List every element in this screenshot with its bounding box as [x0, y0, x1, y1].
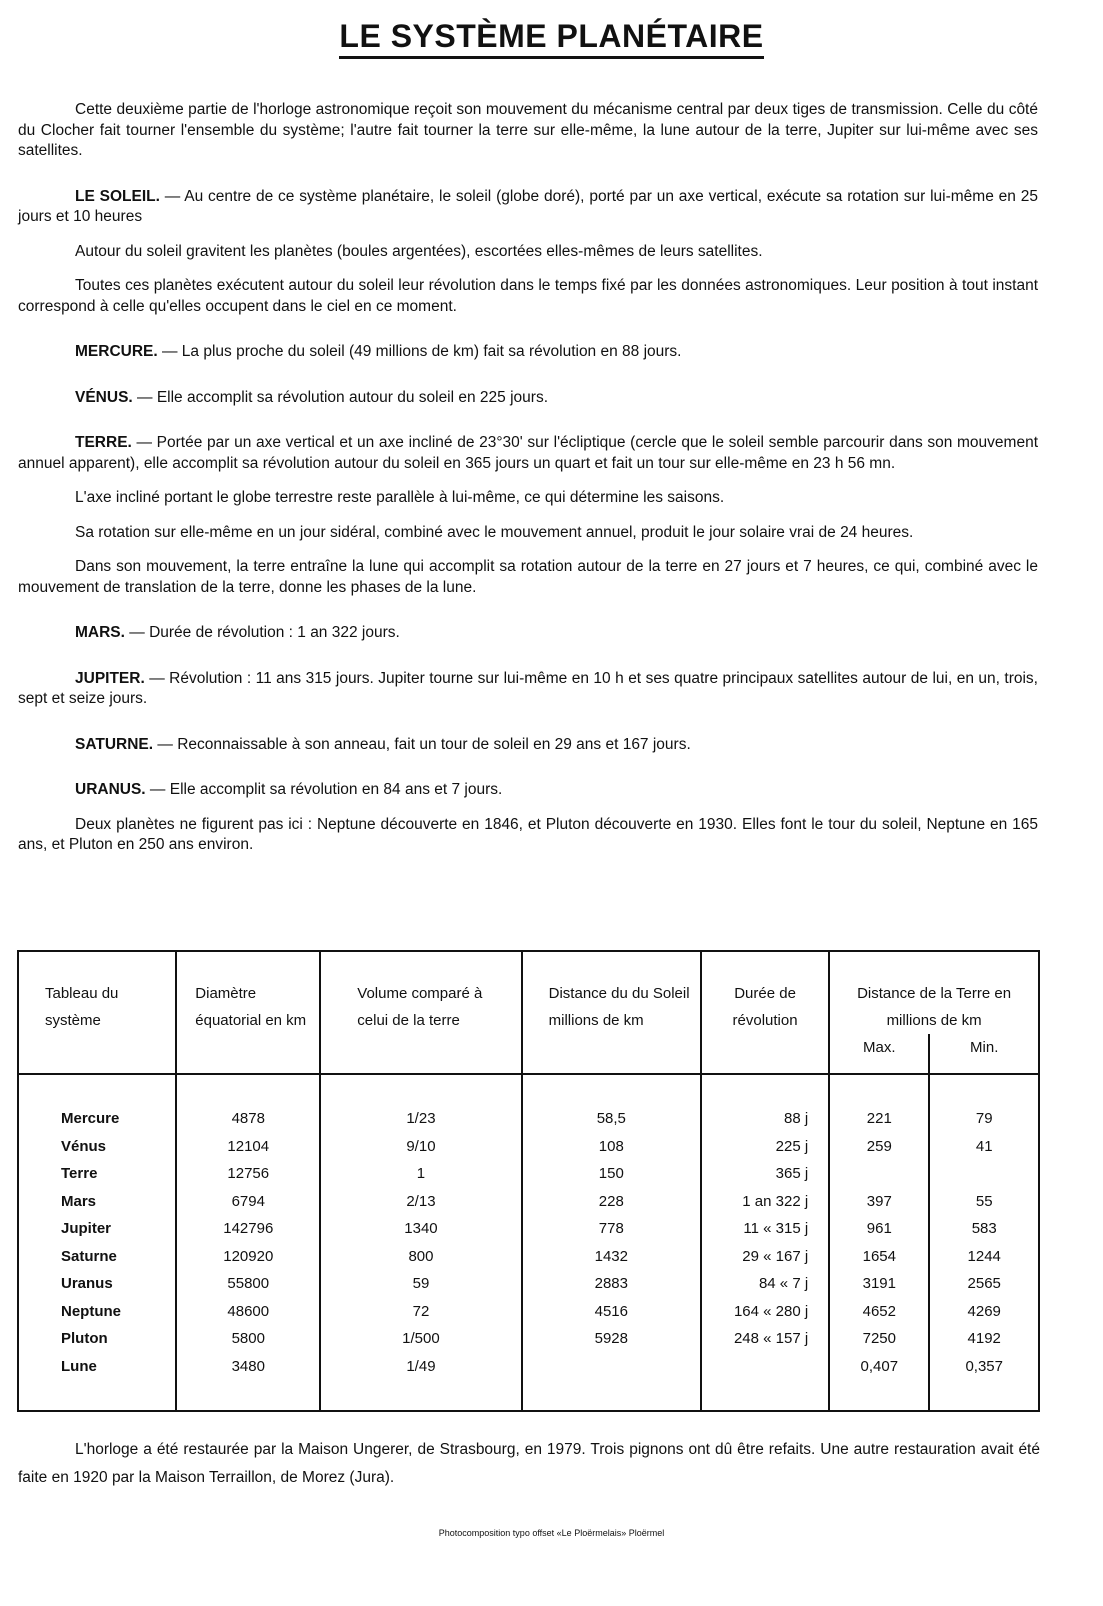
mercure-label: MERCURE. — [75, 343, 158, 360]
cell-sun-distance: 1432 — [522, 1243, 701, 1271]
uranus-label: URANUS. — [75, 781, 146, 798]
cell-diameter: 4878 — [176, 1074, 320, 1133]
table-row — [18, 1074, 1039, 1133]
header-sun-distance: Distance du du Soleil millions de km — [522, 951, 701, 1074]
uranus-text: — Elle accomplit sa révolution en 84 ans et 7 jours. — [145, 781, 503, 798]
cell-name: Mercure — [18, 1074, 176, 1133]
cell-period: 1 an 322 j — [701, 1188, 829, 1216]
graviter-paragraph: Autour du soleil gravitent les planètes (boules argentées), escortées elles-mêmes de leurs satellites. — [75, 242, 763, 260]
cell-diameter: 12756 — [176, 1160, 320, 1188]
header-min: Min. — [929, 1034, 1039, 1074]
cell-volume: 2/13 — [320, 1188, 521, 1216]
cell-sun-distance — [522, 1353, 701, 1412]
cell-volume: 1340 — [320, 1215, 521, 1243]
cell-diameter: 6794 — [176, 1188, 320, 1216]
table-body — [18, 1074, 1039, 1411]
cell-sun-distance: 4516 — [522, 1298, 701, 1326]
cell-volume: 1/23 — [320, 1074, 521, 1133]
cell-min: 55 — [929, 1188, 1039, 1216]
restoration-paragraph: L'horloge a été restaurée par la Maison Ungerer, de Strasbourg, en 1979. Trois pignons ont dû être refaits. Une autre restauration avait été faite en 1920 par la Maison Terraillon, de Morez (Jura). — [18, 1441, 1040, 1486]
cell-volume: 59 — [320, 1270, 521, 1298]
cell-period: 164 « 280 j — [701, 1298, 829, 1326]
soleil-paragraph — [18, 187, 1038, 228]
cell-period: 88 j — [701, 1074, 829, 1133]
mercure-text: — La plus proche du soleil (49 millions de km) fait sa révolution en 88 jours. — [157, 343, 682, 360]
jupiter-label: JUPITER. — [75, 669, 145, 687]
cell-sun-distance: 778 — [522, 1215, 701, 1243]
venus-paragraph — [18, 388, 1038, 409]
saturne-paragraph — [18, 735, 1038, 756]
axe-paragraph: L'axe incliné portant le globe terrestre reste parallèle à lui-même, ce qui détermine les saisons. — [75, 489, 725, 506]
cell-min — [929, 1160, 1039, 1188]
rotation-paragraph: Sa rotation sur elle-même en un jour sidéral, combiné avec le mouvement annuel, produit le jour solaire vrai de 24 heures. — [75, 523, 914, 541]
cell-max: 7250 — [829, 1325, 929, 1353]
cell-max: 0,407 — [829, 1353, 929, 1412]
header-name: Tableau du système — [18, 951, 176, 1074]
header-period: Durée de révolution — [701, 951, 829, 1074]
cell-max — [829, 1160, 929, 1188]
terre-paragraph — [18, 433, 1038, 474]
cell-sun-distance: 108 — [522, 1133, 701, 1161]
cell-period: 365 j — [701, 1160, 829, 1188]
cell-min: 79 — [929, 1074, 1039, 1133]
cell-name: Lune — [18, 1353, 176, 1412]
header-diameter: Diamètre équatorial en km — [176, 951, 320, 1074]
cell-sun-distance: 228 — [522, 1188, 701, 1216]
header-max: Max. — [829, 1034, 929, 1074]
cell-volume: 9/10 — [320, 1133, 521, 1161]
cell-name: Jupiter — [18, 1215, 176, 1243]
cell-volume: 1/500 — [320, 1325, 521, 1353]
cell-period: 11 « 315 j — [701, 1215, 829, 1243]
cell-name: Uranus — [18, 1270, 176, 1298]
cell-volume: 800 — [320, 1243, 521, 1271]
header-volume: Volume comparé à celui de la terre — [320, 951, 521, 1074]
cell-min: 4269 — [929, 1298, 1039, 1326]
terre-text: — Portée par un axe vertical et un axe incliné de 23°30' sur l'écliptique (cercle que le soleil semble parcourir dans son mouvement annuel apparent), elle accomplit sa révolution autour du soleil en 365 jours un quart et fait un tour sur elle-même en 23 h 56 mn. — [18, 434, 1038, 472]
page-title: LE SYSTÈME PLANÉTAIRE — [339, 18, 763, 59]
mars-text: — Durée de révolution : 1 an 322 jours. — [124, 624, 400, 641]
cell-period: 84 « 7 j — [701, 1270, 829, 1298]
jupiter-text: — Révolution : 11 ans 315 jours. Jupiter tourne sur lui-même en 10 h et ses quatre principaux satellites autour de lui, en un, trois, sept et seize jours. — [18, 669, 1038, 707]
cell-period: 29 « 167 j — [701, 1243, 829, 1271]
cell-min: 2565 — [929, 1270, 1039, 1298]
cell-diameter: 48600 — [176, 1298, 320, 1326]
cell-min: 0,357 — [929, 1353, 1039, 1412]
cell-min: 41 — [929, 1133, 1039, 1161]
lune-paragraph: Dans son mouvement, la terre entraîne la lune qui accomplit sa rotation autour de la terre en 27 jours et 7 heures, ce qui, combiné avec le mouvement de translation de la terre, donne les phases de la lune. — [18, 558, 1038, 596]
cell-volume: 1/49 — [320, 1353, 521, 1412]
restoration-note — [18, 1436, 1040, 1492]
cell-diameter: 142796 — [176, 1215, 320, 1243]
saturne-label: SATURNE. — [75, 735, 154, 753]
cell-min: 4192 — [929, 1325, 1039, 1353]
cell-diameter: 3480 — [176, 1353, 320, 1412]
uranus-paragraph — [18, 780, 1038, 801]
cell-name: Vénus — [18, 1133, 176, 1161]
soleil-text: — Au centre de ce système planétaire, le soleil (globe doré), porté par un axe vertical, exécute sa rotation sur lui-même en 25 jours et 10 heures — [18, 187, 1038, 225]
cell-volume: 72 — [320, 1298, 521, 1326]
cell-name: Terre — [18, 1160, 176, 1188]
table-row — [18, 1133, 1039, 1161]
table-row — [18, 1215, 1039, 1243]
cell-name: Neptune — [18, 1298, 176, 1326]
venus-text: — Elle accomplit sa révolution autour du soleil en 225 jours. — [132, 388, 548, 406]
cell-volume: 1 — [320, 1160, 521, 1188]
venus-label: VÉNUS. — [75, 388, 133, 406]
mars-label: MARS. — [75, 624, 125, 641]
mercure-paragraph — [18, 342, 1038, 363]
jupiter-paragraph — [18, 669, 1038, 710]
intro-paragraph: Cette deuxième partie de l'horloge astronomique reçoit son mouvement du mécanisme central par deux tiges de transmission. Celle du côté du Clocher fait tourner l'ensemble du système; l'autre fait tourner la terre sur elle-même, la lune autour de la terre, Jupiter sur lui-même avec ses satellites. — [18, 101, 1038, 159]
cell-max: 221 — [829, 1074, 929, 1133]
cell-diameter: 5800 — [176, 1325, 320, 1353]
cell-name: Pluton — [18, 1325, 176, 1353]
cell-max: 397 — [829, 1188, 929, 1216]
deux-paragraph: Deux planètes ne figurent pas ici : Neptune découverte en 1846, et Pluton découverte en 1930. Elles font le tour du soleil, Neptune en 165 ans, et Pluton en 250 ans environ. — [18, 815, 1038, 853]
table-row — [18, 1160, 1039, 1188]
cell-sun-distance: 58,5 — [522, 1074, 701, 1133]
table-row — [18, 1243, 1039, 1271]
cell-period — [701, 1353, 829, 1412]
cell-diameter: 55800 — [176, 1270, 320, 1298]
table-row — [18, 1353, 1039, 1412]
body-text — [18, 100, 1038, 856]
cell-max: 3191 — [829, 1270, 929, 1298]
soleil-label: LE SOLEIL. — [75, 187, 160, 205]
cell-sun-distance: 150 — [522, 1160, 701, 1188]
cell-min: 1244 — [929, 1243, 1039, 1271]
cell-period: 225 j — [701, 1133, 829, 1161]
table-row — [18, 1298, 1039, 1326]
planet-table — [17, 950, 1040, 1412]
cell-diameter: 120920 — [176, 1243, 320, 1271]
cell-min: 583 — [929, 1215, 1039, 1243]
saturne-text: — Reconnaissable à son anneau, fait un tour de soleil en 29 ans et 167 jours. — [153, 735, 691, 753]
table-row — [18, 1325, 1039, 1353]
cell-diameter: 12104 — [176, 1133, 320, 1161]
printer-credit: Photocomposition typo offset «Le Ploërmelais» Ploërmel — [438, 1528, 665, 1538]
table-row — [18, 1188, 1039, 1216]
cell-period: 248 « 157 j — [701, 1325, 829, 1353]
cell-max: 259 — [829, 1133, 929, 1161]
toutes-paragraph: Toutes ces planètes exécutent autour du soleil leur révolution dans le temps fixé par les données astronomiques. Leur position à tout instant correspond à celle qu'elles occupent dans le ciel en ce moment. — [18, 277, 1038, 315]
cell-name: Mars — [18, 1188, 176, 1216]
cell-sun-distance: 5928 — [522, 1325, 701, 1353]
terre-label: TERRE. — [75, 434, 132, 451]
mars-paragraph — [18, 623, 1038, 644]
cell-max: 4652 — [829, 1298, 929, 1326]
cell-max: 1654 — [829, 1243, 929, 1271]
cell-max: 961 — [829, 1215, 929, 1243]
cell-sun-distance: 2883 — [522, 1270, 701, 1298]
header-earth-distance: Distance de la Terre en millions de km — [829, 951, 1039, 1034]
cell-name: Saturne — [18, 1243, 176, 1271]
table-row — [18, 1270, 1039, 1298]
page-title-wrap — [0, 18, 1103, 55]
